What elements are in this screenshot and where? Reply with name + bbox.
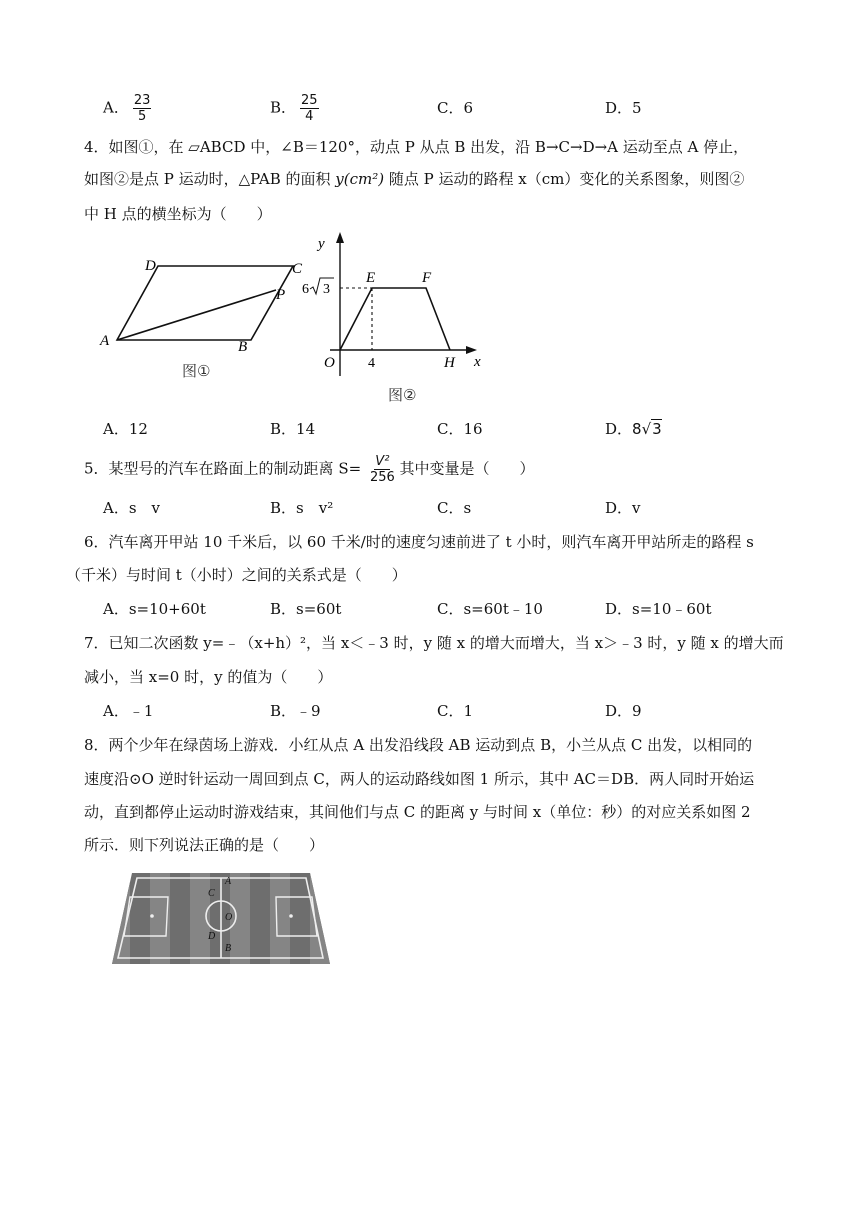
q4-area-unit: y(cm²) <box>335 170 385 188</box>
q4-option-d-sqrt: 8√3 <box>632 420 662 438</box>
q3-option-c: C．6 <box>437 99 474 117</box>
q5-option-b: B．s v² <box>270 499 334 517</box>
field-label-a: A <box>225 876 232 887</box>
parallelogram-abcd <box>117 266 293 340</box>
field-label-c: C <box>208 888 215 899</box>
label-4: 4 <box>368 356 375 371</box>
q4-option-c: C．16 <box>437 420 483 438</box>
q5-fraction: $\frac{\text{V²}}{256}$ <box>369 454 395 485</box>
q5-stem: 5．某型号的汽车在路面上的制动距离 S= $\frac{\text{V²}}{256}$ 其中变量是（ ） <box>84 454 535 485</box>
field-label-d: D <box>208 931 216 942</box>
label-y: y <box>318 236 325 252</box>
q6-option-a: A．s=10+60t <box>103 600 206 618</box>
q6-option-b: B．s=60t <box>270 600 342 618</box>
q4-line2: 如图②是点 P 运动时，△PAB 的面积 y(cm²) 随点 P 运动的路程 x（cm）变化的关系图象，则图② <box>84 170 745 188</box>
q8-line1: 8．两个少年在绿茵场上游戏．小红从点 A 出发沿线段 AB 运动到点 B，小兰从点 C 出发，以相同的 <box>84 736 753 754</box>
figure-2-caption: 图② <box>388 386 417 404</box>
q8-line4: 所示．则下列说法正确的是（ ） <box>84 836 325 854</box>
q4-figure-2 <box>296 226 496 406</box>
q7-option-d: D．9 <box>605 702 642 720</box>
q4-line3: 中 H 点的横坐标为（ ） <box>84 205 272 223</box>
graph-line <box>340 288 450 350</box>
q4-line1: 4．如图①，在 ▱ABCD 中，∠B＝120°，动点 P 从点 B 出发，沿 B→C→D→A 运动至点 A 停止， <box>84 138 749 156</box>
label-x: x <box>474 354 481 370</box>
figure-1-caption: 图① <box>182 362 211 380</box>
label-o: O <box>324 355 335 371</box>
label-a: A <box>100 333 110 349</box>
q6-line1: 6．汽车离开甲站 10 千米后，以 60 千米/时的速度匀速前进了 t 小时，则汽车离开甲站所走的路程 s <box>84 533 754 551</box>
label-d: D <box>145 258 156 274</box>
q8-soccer-field <box>110 870 332 966</box>
q7-line1: 7．已知二次函数 y=﹣（x+h）²，当 x＜﹣3 时，y 随 x 的增大而增大，当 x＞﹣3 时，y 随 x 的增大而 <box>84 634 784 652</box>
q8-line3: 动，直到都停止运动时游戏结束，其间他们与点 C 的距离 y 与时间 x（单位：秒）的对应关系如图 2 <box>84 803 751 821</box>
q3-option-a <box>103 93 151 124</box>
q4-option-d: D．8√3 <box>605 420 662 438</box>
q3-option-d: D．5 <box>605 99 642 117</box>
q7-line2: 减小，当 x=0 时，y 的值为（ ） <box>84 668 333 686</box>
q6-option-d: D．s=10﹣60t <box>605 600 712 618</box>
field-label-o: O <box>225 912 233 923</box>
label-b: B <box>238 339 248 355</box>
q6-line2: （千米）与时间 t（小时）之间的关系式是（ ） <box>66 566 407 584</box>
q8-line2: 速度沿⊙O 逆时针运动一周回到点 C，两人的运动路线如图 1 所示，其中 AC＝DB．两人同时开始运 <box>84 770 755 788</box>
q7-option-a: A．﹣1 <box>103 702 154 720</box>
radical-sign <box>310 278 334 294</box>
field-label-b: B <box>225 943 232 954</box>
q3-option-b-fraction: $\frac{25}{4}$ <box>301 93 318 124</box>
label-6: 6 <box>302 282 309 297</box>
label-e: E <box>366 270 376 286</box>
q7-option-b: B．﹣9 <box>270 702 321 720</box>
q3-option-b-label: B． <box>270 98 297 117</box>
q4-figure-1 <box>96 250 316 390</box>
label-3: 3 <box>323 282 330 297</box>
x-axis-arrow <box>466 346 477 354</box>
q3-option-b <box>270 93 319 124</box>
q7-option-c: C．1 <box>437 702 474 720</box>
left-penalty-spot <box>150 914 154 918</box>
q5-option-c: C．s <box>437 499 472 517</box>
q5-option-a: A．s v <box>103 499 161 517</box>
right-penalty-spot <box>289 914 293 918</box>
q5-option-d: D．v <box>605 499 641 517</box>
q6-option-c: C．s=60t﹣10 <box>437 600 543 618</box>
label-f: F <box>422 270 432 286</box>
q3-option-a-fraction: $\frac{23}{5}$ <box>133 93 151 124</box>
q4-option-a: A．12 <box>103 420 148 438</box>
label-p: P <box>276 287 286 303</box>
q4-option-b: B．14 <box>270 420 316 438</box>
q3-option-a-label: A． <box>103 98 129 117</box>
label-c: C <box>292 261 303 277</box>
y-axis-arrow <box>336 232 344 243</box>
label-h: H <box>444 355 455 371</box>
